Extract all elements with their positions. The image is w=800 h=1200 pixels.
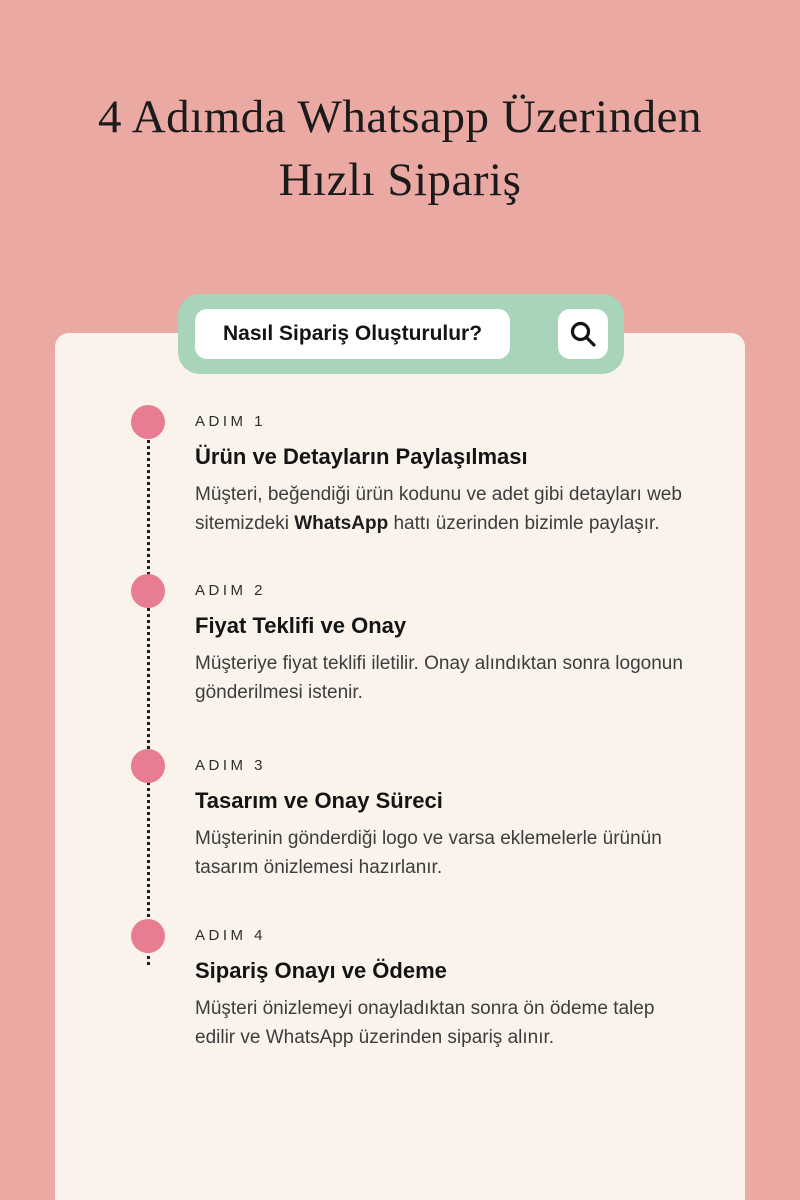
step-4-body: Müşteri önizlemeyi onayladıktan sonra ön ödeme talep edilir ve WhatsApp üzerinden sipariş alınır. bbox=[195, 998, 655, 1048]
step-1-body bbox=[195, 480, 695, 538]
step-2-heading: Fiyat Teklifi ve Onay bbox=[195, 613, 407, 638]
step-1-body-text-after: hattı üzerinden bizimle paylaşır. bbox=[388, 513, 660, 534]
step-1 bbox=[131, 412, 697, 538]
page-title: 4 Adımda Whatsapp Üzerinden Hızlı Sipariş bbox=[98, 91, 702, 207]
magnifier-icon bbox=[568, 319, 598, 349]
step-4-heading: Sipariş Onayı ve Ödeme bbox=[195, 958, 447, 983]
step-1-dot bbox=[131, 405, 165, 439]
step-3-dot bbox=[131, 749, 165, 783]
step-1-label: ADIM 1 bbox=[195, 413, 267, 430]
step-1-body-text: Müşteri, beğendiği ürün kodunu ve adet gibi detayları web sitemizdeki bbox=[195, 484, 682, 534]
step-3-heading: Tasarım ve Onay Süreci bbox=[195, 788, 443, 813]
search-button[interactable] bbox=[558, 309, 608, 359]
step-2 bbox=[131, 581, 697, 707]
step-2-body: Müşteriye fiyat teklifi iletilir. Onay alındıktan sonra logonun gönderilmesi istenir. bbox=[195, 653, 683, 703]
search-input[interactable]: Nasıl Sipariş Oluşturulur? bbox=[195, 309, 510, 359]
step-3-label: ADIM 3 bbox=[195, 757, 267, 774]
step-2-dot bbox=[131, 574, 165, 608]
step-2-label: ADIM 2 bbox=[195, 582, 267, 599]
step-3 bbox=[131, 756, 697, 882]
step-4-dot bbox=[131, 919, 165, 953]
step-4-label: ADIM 4 bbox=[195, 927, 267, 944]
step-4 bbox=[131, 926, 697, 1052]
step-3-body: Müşterinin gönderdiği logo ve varsa eklemelerle ürünün tasarım önizlemesi hazırlanır. bbox=[195, 828, 662, 878]
step-1-body-bold: WhatsApp bbox=[294, 513, 389, 534]
search-bar bbox=[178, 294, 624, 374]
steps-timeline bbox=[131, 412, 697, 1052]
step-1-heading: Ürün ve Detayların Paylaşılması bbox=[195, 444, 528, 469]
